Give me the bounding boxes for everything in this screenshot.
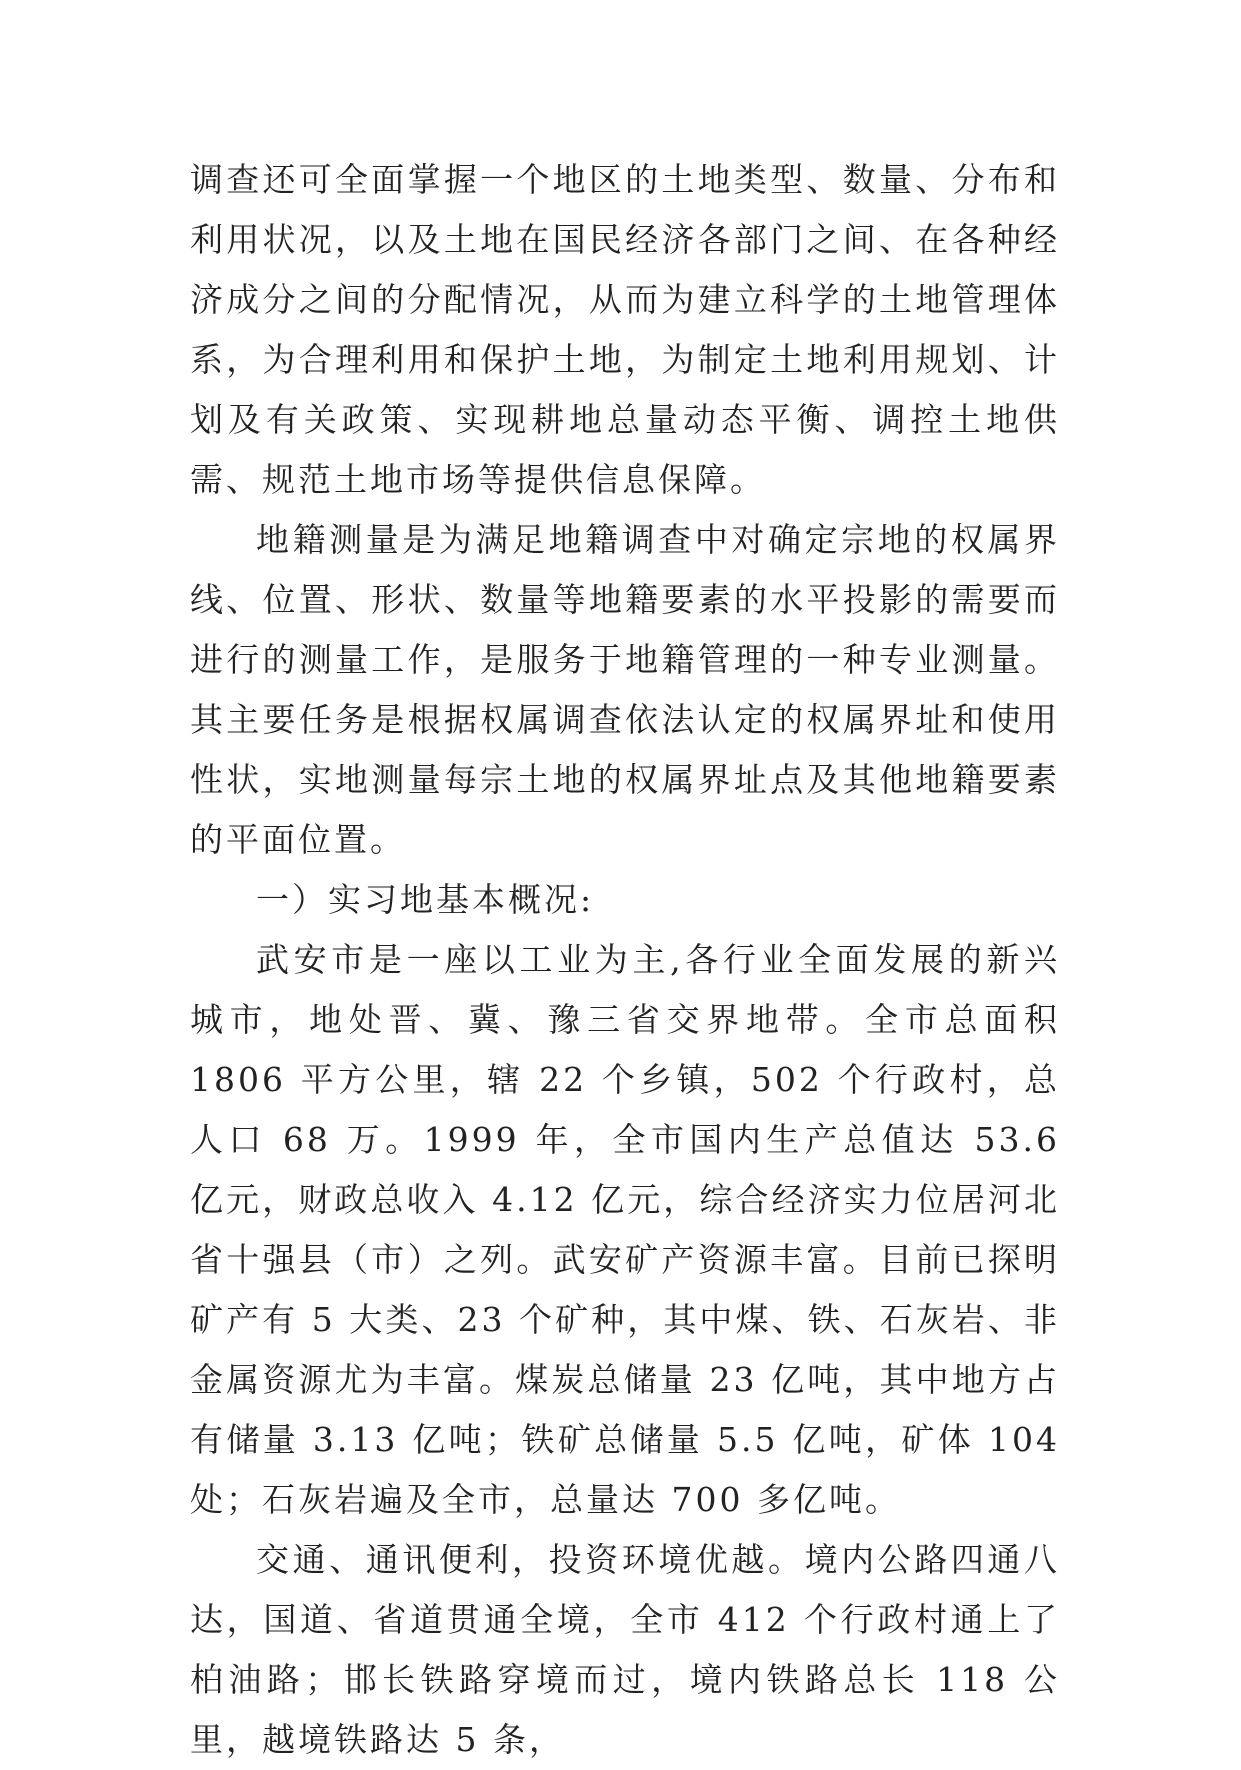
paragraph-transport: 交通、通讯便利，投资环境优越。境内公路四通八达，国道、省道贯通全境，全市 412 个行政村通上了柏油路；邯长铁路穿境而过，境内铁路总长 118 公里，越境铁路达 5 条，	[190, 1540, 1060, 1759]
paragraph-survey-purpose: 调查还可全面掌握一个地区的土地类型、数量、分布和利用状况，以及土地在国民经济各部门之间、在各种经济成分之间的分配情况，从而为建立科学的土地管理体系，为合理利用和保护土地，为制定土地利用规划、计划及有关政策、实现耕地总量动态平衡、调控土地供需、规范土地市场等提供信息保障。	[190, 160, 1060, 499]
section-heading-site-overview: 一）实习地基本概况:	[256, 880, 595, 919]
document-page	[190, 150, 1060, 1770]
paragraph-wuan-overview: 武安市是一座以工业为主,各行业全面发展的新兴城市，地处晋、冀、豫三省交界地带。全市总面积 1806 平方公里，辖 22 个乡镇，502 个行政村，总人口 68 万。1999 年，全市国内生产总值达 53.6 亿元，财政总收入 4.12 亿元，综合经济实力位居河北省十强县（市）之列。武安矿产资源丰富。目前已探明矿产有 5 大类、23 个矿种，其中煤、铁、石灰岩、非金属资源尤为丰富。煤炭总储量 23 亿吨，其中地方占有储量 3.13 亿吨；铁矿总储量 5.5 亿吨，矿体 104 处；石灰岩遍及全市，总量达 700 多亿吨。	[190, 940, 1060, 1519]
paragraph-cadastral-survey: 地籍测量是为满足地籍调查中对确定宗地的权属界线、位置、形状、数量等地籍要素的水平投影的需要而进行的测量工作，是服务于地籍管理的一种专业测量。其主要任务是根据权属调查依法认定的权属界址和使用性状，实地测量每宗土地的权属界址点及其他地籍要素的平面位置。	[190, 520, 1060, 859]
